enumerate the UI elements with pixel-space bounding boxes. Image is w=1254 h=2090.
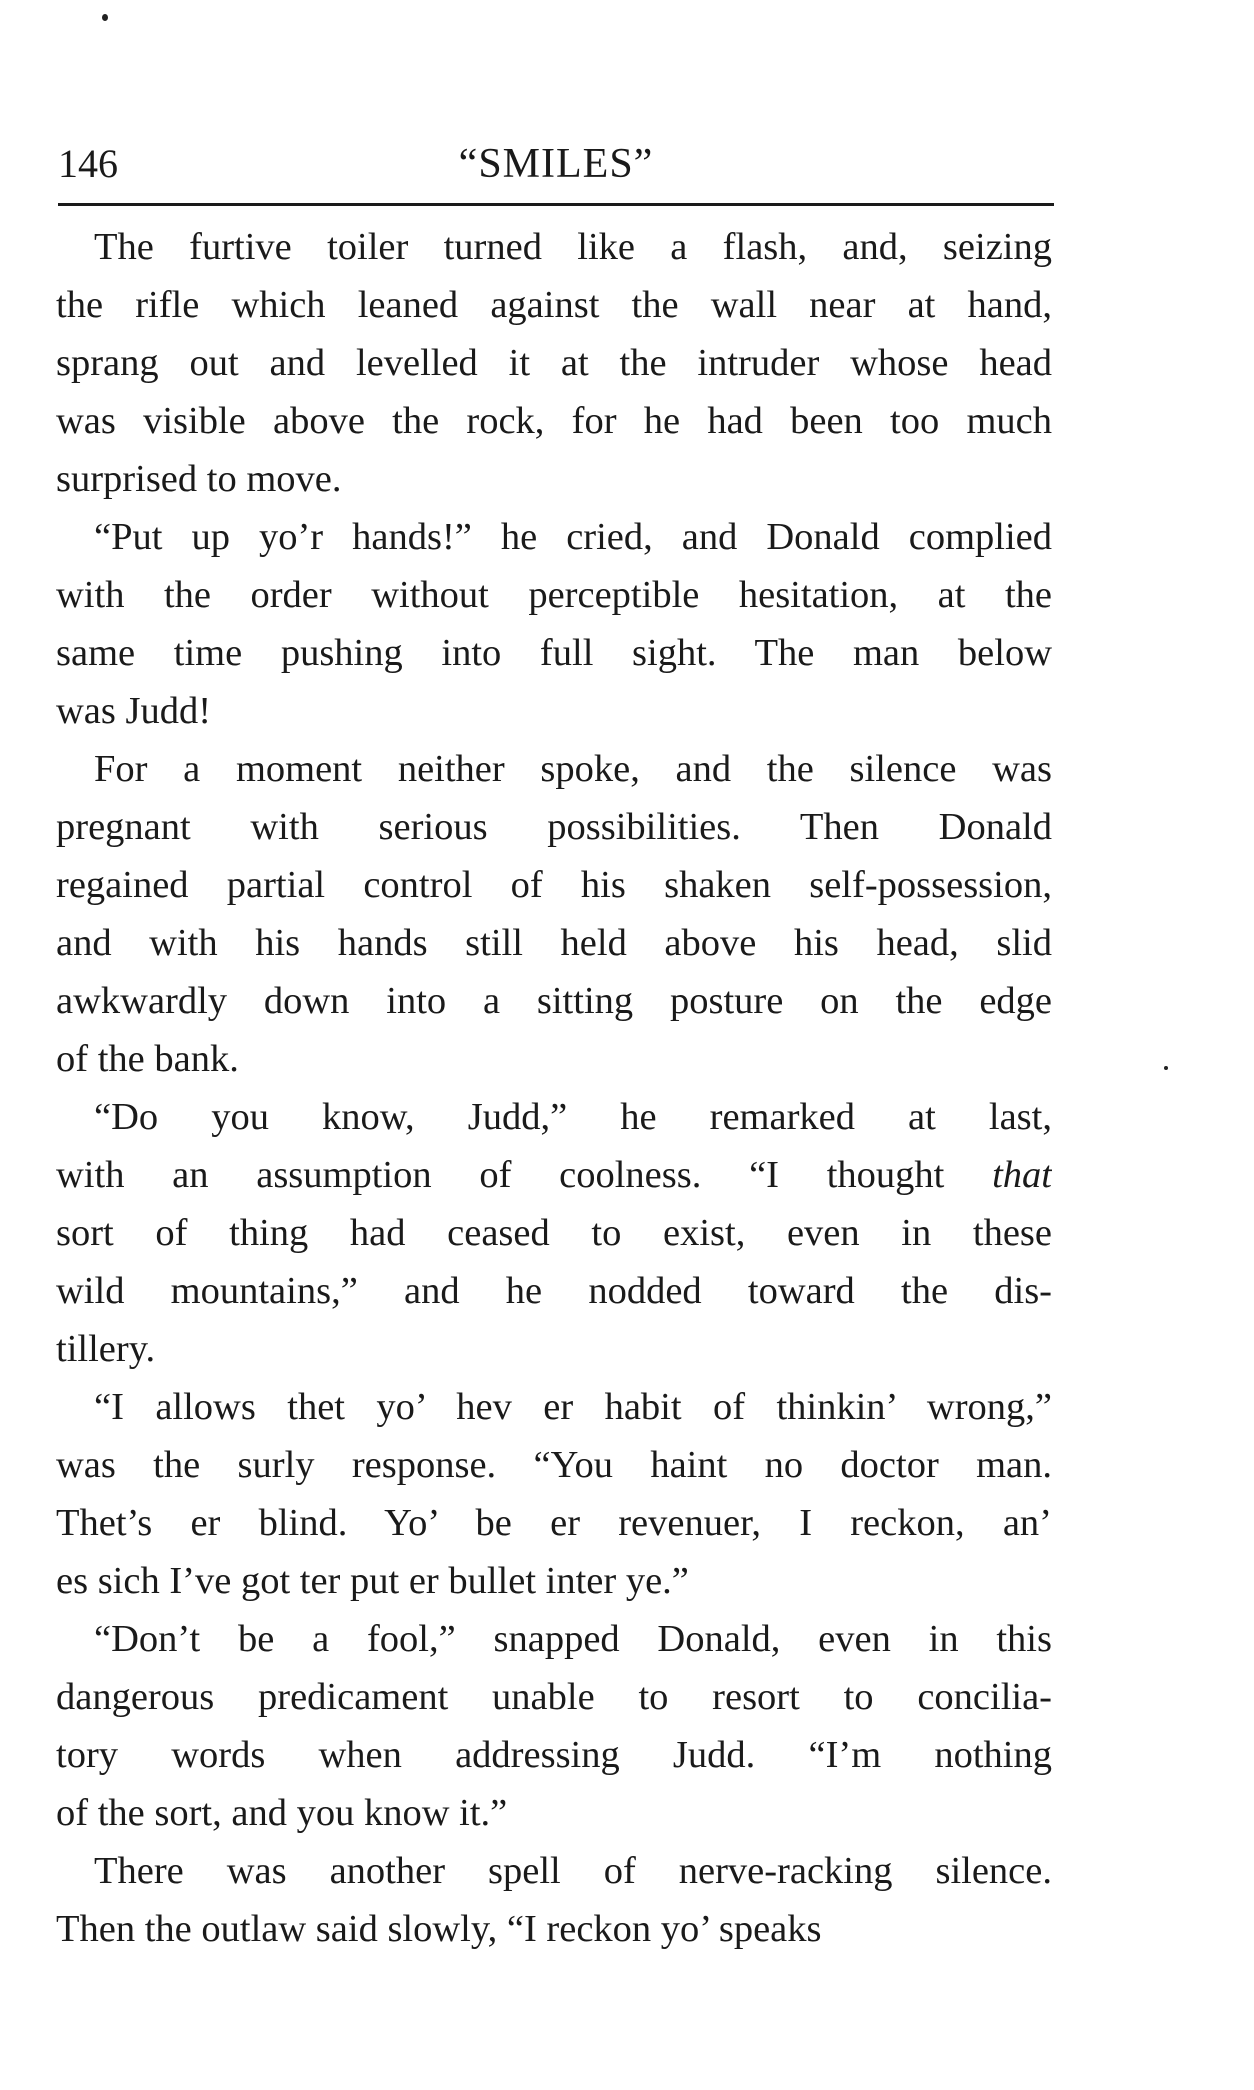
text-line	[56, 1262, 1052, 1320]
text-line	[56, 450, 1052, 508]
text-line-content: regained partial control of his shaken self-possession,	[56, 864, 1052, 906]
text-line-content: Thet’s er blind. Yo’ be er revenuer, I reckon, an’	[56, 1502, 1052, 1544]
text-line-content: sprang out and levelled it at the intruder whose head	[56, 342, 1052, 384]
text-line-content: sort of thing had ceased to exist, even in these	[56, 1212, 1052, 1254]
text-line	[56, 1552, 1052, 1610]
text-line	[56, 972, 1052, 1030]
text-line	[56, 1842, 1052, 1900]
text-line-content: There was another spell of nerve-racking silence.	[94, 1850, 1052, 1892]
text-line	[56, 682, 1052, 740]
paragraph	[56, 1842, 1052, 1958]
text-line	[56, 1088, 1052, 1146]
text-line	[56, 276, 1052, 334]
text-line-content: tillery.	[56, 1328, 156, 1370]
text-line	[56, 1900, 1052, 1958]
text-line-content: was visible above the rock, for he had been too much	[56, 400, 1052, 442]
text-line	[56, 1030, 1052, 1088]
text-line-content: “Put up yo’r hands!” he cried, and Donald complied	[94, 516, 1052, 558]
text-line	[56, 798, 1052, 856]
text-line-content: with an assumption of coolness. “I thought that	[56, 1154, 1052, 1196]
running-head: “SMILES”	[458, 141, 654, 187]
text-line-content: “I allows thet yo’ hev er habit of thinkin’ wrong,”	[94, 1386, 1052, 1428]
text-line-content: same time pushing into full sight. The man below	[56, 632, 1052, 674]
text-line	[56, 1378, 1052, 1436]
text-line-content: of the bank.	[56, 1038, 239, 1080]
text-line-content: of the sort, and you know it.”	[56, 1792, 508, 1834]
paragraph	[56, 218, 1052, 508]
text-line	[56, 392, 1052, 450]
text-line	[56, 1146, 1052, 1204]
text-line-content: “Do you know, Judd,” he remarked at last,	[94, 1096, 1052, 1138]
ink-speck	[102, 14, 108, 21]
text-line-content: was Judd!	[56, 690, 212, 732]
text-line-content: with the order without perceptible hesitation, at the	[56, 574, 1052, 616]
text-line-content: the rifle which leaned against the wall near at hand,	[56, 284, 1052, 326]
paragraph	[56, 740, 1052, 1088]
text-line-content: tory words when addressing Judd. “I’m nothing	[56, 1734, 1052, 1776]
text-line	[56, 624, 1052, 682]
text-line	[56, 566, 1052, 624]
text-line-content: awkwardly down into a sitting posture on the edge	[56, 980, 1052, 1022]
paragraph	[56, 1378, 1052, 1610]
text-line	[56, 1726, 1052, 1784]
text-line-content: pregnant with serious possibilities. Then Donald	[56, 806, 1052, 848]
page-body	[56, 218, 1052, 1958]
paragraph	[56, 1610, 1052, 1842]
text-line-content: The furtive toiler turned like a flash, and, seizing	[94, 226, 1052, 268]
text-line	[56, 856, 1052, 914]
text-line	[56, 1668, 1052, 1726]
text-line-content: dangerous predicament unable to resort to concilia-	[56, 1676, 1052, 1718]
text-line	[56, 1494, 1052, 1552]
paragraph	[56, 508, 1052, 740]
text-line-content: wild mountains,” and he nodded toward the dis-	[56, 1270, 1052, 1312]
text-line	[56, 1784, 1052, 1842]
page-header	[58, 138, 1054, 190]
text-line	[56, 1320, 1052, 1378]
text-line	[56, 1436, 1052, 1494]
ink-speck	[1164, 1066, 1168, 1070]
text-line-content: “Don’t be a fool,” snapped Donald, even in this	[94, 1618, 1052, 1660]
text-line	[56, 218, 1052, 276]
header-rule	[58, 203, 1054, 206]
text-line-content: was the surly response. “You haint no doctor man.	[56, 1444, 1052, 1486]
text-line-content: Then the outlaw said slowly, “I reckon yo’ speaks	[56, 1908, 822, 1950]
text-line-content: For a moment neither spoke, and the silence was	[94, 748, 1052, 790]
paragraph	[56, 1088, 1052, 1378]
text-line	[56, 740, 1052, 798]
text-line	[56, 334, 1052, 392]
text-line	[56, 1610, 1052, 1668]
text-line-content: and with his hands still held above his head, slid	[56, 922, 1052, 964]
emphasis: that	[992, 1154, 1052, 1196]
text-line	[56, 508, 1052, 566]
text-line	[56, 914, 1052, 972]
text-line-content: surprised to move.	[56, 458, 342, 500]
text-line	[56, 1204, 1052, 1262]
page-number: 146	[58, 141, 118, 186]
text-line-content: es sich I’ve got ter put er bullet inter ye.”	[56, 1560, 689, 1602]
